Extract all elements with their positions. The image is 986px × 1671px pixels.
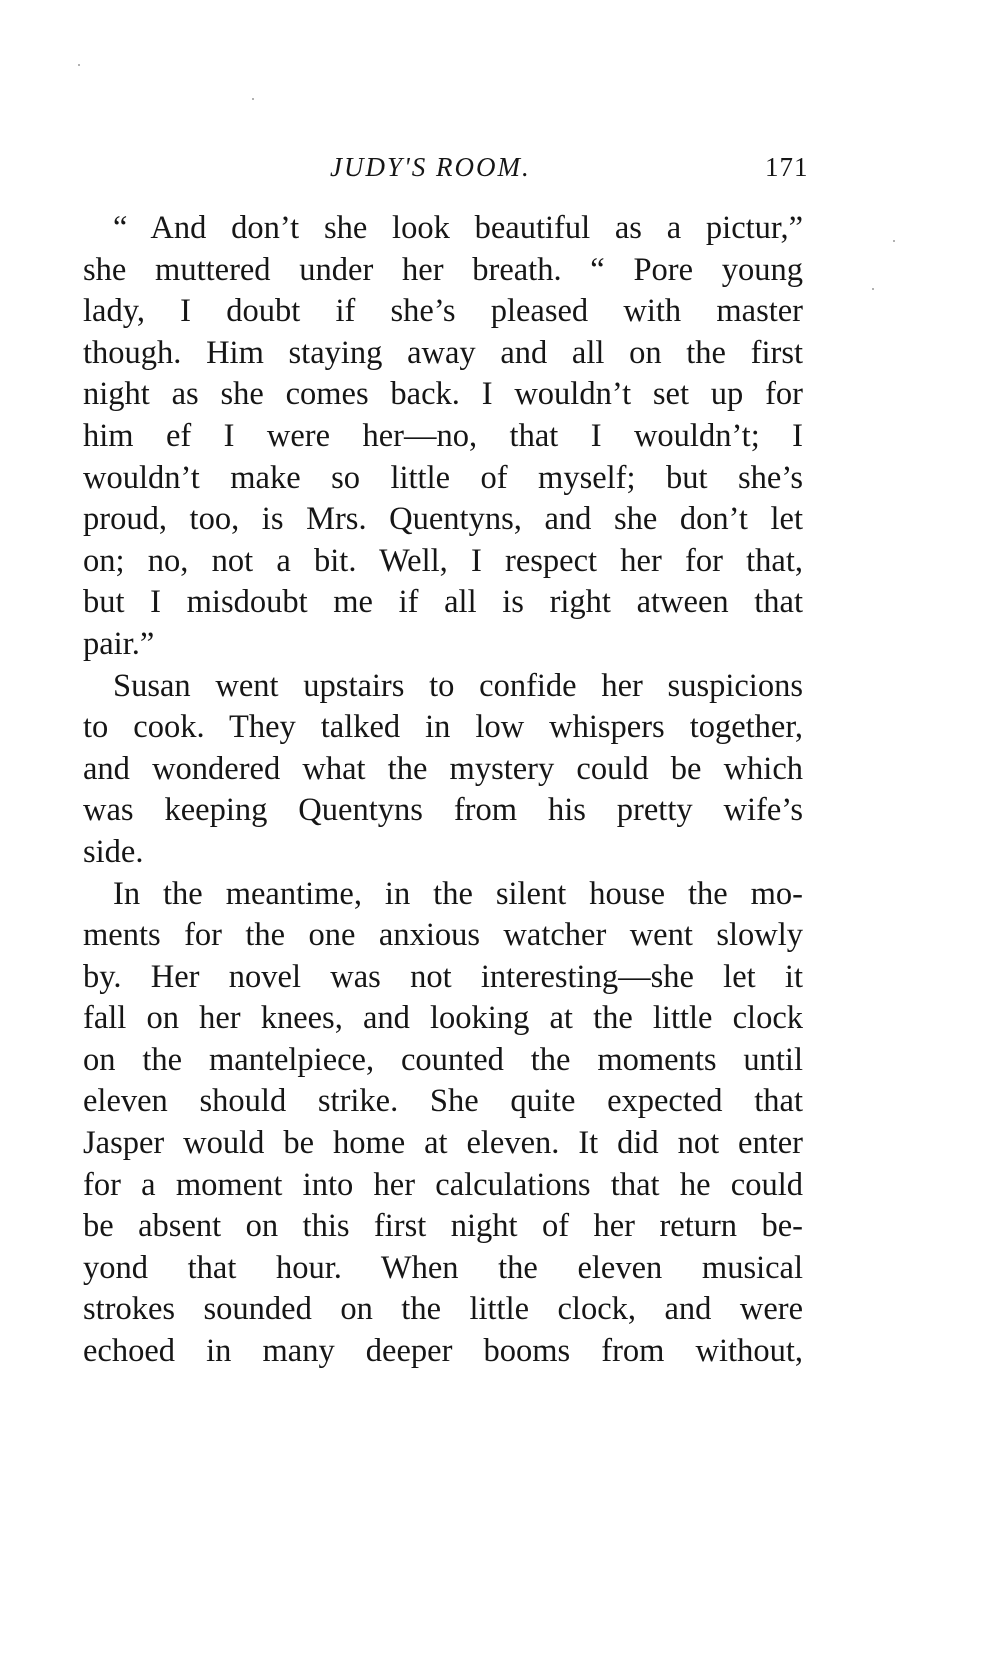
text-line: Jasper would be home at eleven. It did not enter bbox=[83, 1125, 803, 1162]
text-line: pair.” bbox=[83, 625, 155, 662]
text-line: proud, too, is Mrs. Quentyns, and she don’t let bbox=[83, 501, 803, 538]
text-line: for a moment into her calculations that he could bbox=[83, 1166, 803, 1203]
text-line: side. bbox=[83, 833, 144, 870]
text-line: be absent on this first night of her return be- bbox=[83, 1208, 803, 1245]
text-line: ments for the one anxious watcher went slowly bbox=[83, 917, 803, 954]
text-line: but I misdoubt me if all is right atween that bbox=[83, 584, 803, 621]
text-line: eleven should strike. She quite expected that bbox=[83, 1083, 803, 1120]
text-line: strokes sounded on the little clock, and were bbox=[83, 1291, 803, 1328]
text-line: though. Him staying away and all on the first bbox=[83, 334, 803, 371]
text-line: yond that hour. When the eleven musical bbox=[83, 1249, 803, 1286]
page-number: 171 bbox=[765, 152, 809, 182]
text-line: and wondered what the mystery could be which bbox=[83, 750, 803, 787]
text-line: Susan went upstairs to confide her suspicions bbox=[113, 667, 803, 704]
scan-speck bbox=[252, 98, 254, 100]
running-title: JUDY'S ROOM. bbox=[330, 152, 531, 182]
scan-speck bbox=[872, 288, 874, 290]
text-line: by. Her novel was not interesting—she let it bbox=[83, 958, 803, 995]
text-line: fall on her knees, and looking at the little clock bbox=[83, 1000, 803, 1037]
running-head bbox=[0, 144, 986, 188]
text-line: him ef I were her—no, that I wouldn’t; I bbox=[83, 417, 803, 454]
text-line: lady, I doubt if she’s pleased with master bbox=[83, 293, 803, 330]
text-line: on; no, not a bit. Well, I respect her for that, bbox=[83, 542, 803, 579]
scan-speck bbox=[893, 240, 895, 242]
text-line: echoed in many deeper booms from without, bbox=[83, 1333, 803, 1370]
text-line: In the meantime, in the silent house the mo- bbox=[113, 875, 803, 912]
text-line: she muttered under her breath. “ Pore young bbox=[83, 251, 803, 288]
text-line: to cook. They talked in low whispers together, bbox=[83, 709, 803, 746]
scan-speck bbox=[78, 64, 80, 66]
page-body bbox=[83, 208, 803, 1373]
text-line: wouldn’t make so little of myself; but she’s bbox=[83, 459, 803, 496]
text-line: on the mantelpiece, counted the moments until bbox=[83, 1041, 803, 1078]
text-line: was keeping Quentyns from his pretty wife’s bbox=[83, 792, 803, 829]
text-line: night as she comes back. I wouldn’t set up for bbox=[83, 376, 803, 413]
text-line: “ And don’t she look beautiful as a pictur,” bbox=[113, 210, 803, 246]
